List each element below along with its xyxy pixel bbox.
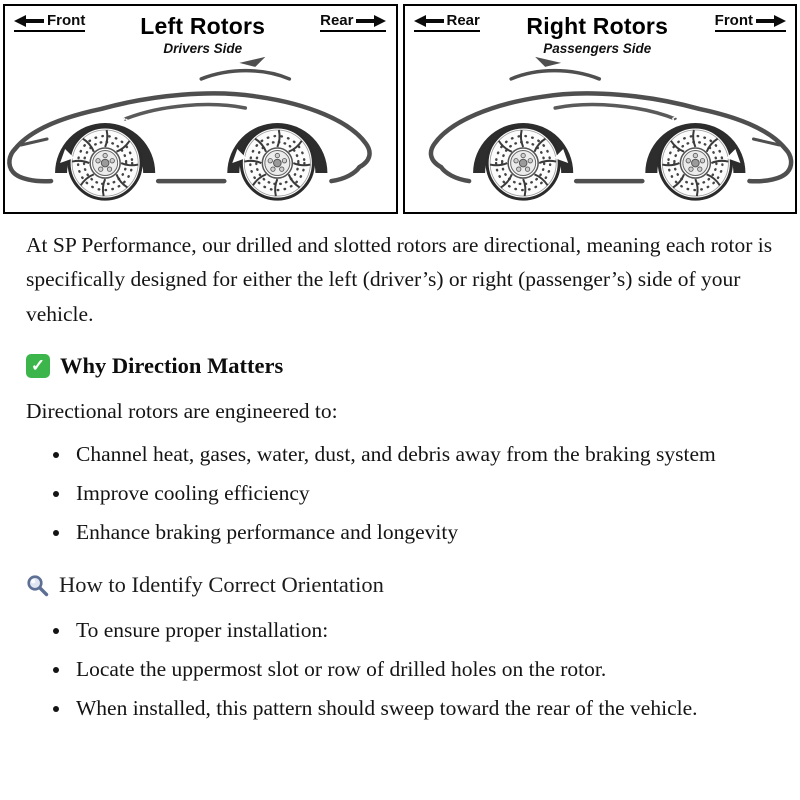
front-direction-label [715,12,786,32]
orientation-list [26,614,774,726]
rear-direction-label [414,12,480,32]
front-direction-label [14,12,85,32]
right-panel-header [405,6,796,56]
orientation-heading [26,572,774,598]
svg-text:Rotation: Rotation [497,111,548,128]
left-rotors-panel [3,4,398,214]
heading-text: How to Identify Correct Orientation [59,572,384,598]
arrow-right-icon [756,15,786,27]
heading-text: Why Direction Matters [60,353,284,379]
panel-title: Left Rotors [140,13,266,39]
arrow-right-icon [356,15,386,27]
panel-title: Right Rotors [526,13,669,39]
list-item: • When installed, this pattern should sweep toward the rear of the vehicle. [72,692,774,726]
right-rotors-panel [403,4,798,214]
right-panel-titles [526,13,668,56]
panel-subtitle: Passengers Side [543,41,652,56]
car-body-mirrored [430,57,790,199]
direction-text: Rear [320,12,354,29]
rotor-direction-diagram [0,0,800,214]
arrow-left-icon [14,15,44,27]
rear-direction-label [320,12,386,32]
list-item: • Channel heat, gases, water, dust, and debris away from the braking system [72,438,774,472]
magnifier-icon [26,574,49,597]
engineered-lead-text: Directional rotors are engineered to: [26,399,338,424]
list-item: • Locate the uppermost slot or row of drilled holes on the rotor. [72,653,774,687]
panel-subtitle: Drivers Side [163,41,243,56]
intro-paragraph: At SP Performance, our drilled and slotted rotors are directional, meaning each rotor is specifically designed for either the left (driver’s) or right (passenger’s) side of your vehicle. [26,233,773,326]
left-panel-titles [140,13,265,56]
list-item: • To ensure proper installation: [72,614,774,648]
svg-text:Rotation: Rotation [669,111,721,128]
green-check-icon [26,354,50,378]
article-body [0,214,800,726]
list-item: • Enhance braking performance and longevity [72,516,774,550]
direction-text: Front [714,12,753,29]
why-direction-matters-heading [26,353,774,379]
car-body [9,57,369,199]
direction-text: Rear [446,12,480,29]
benefits-list [26,438,774,550]
left-side-car-illustration [5,54,396,206]
list-item: • Improve cooling efficiency [72,477,774,511]
right-side-car-illustration [405,54,796,206]
arrow-left-icon [414,15,444,27]
left-panel-header [5,6,396,56]
check-glyph: ✓ [30,356,46,376]
svg-text:Rotation: Rotation [252,111,303,128]
svg-text:Rotation: Rotation [79,111,131,128]
direction-text: Front [47,12,86,29]
